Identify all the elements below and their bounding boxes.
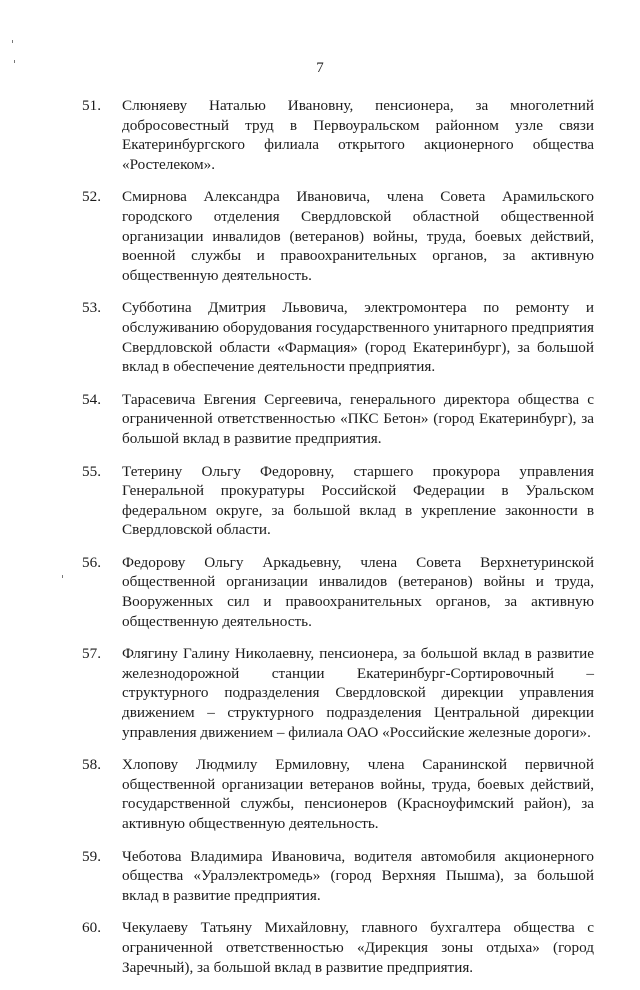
list-item [82,298,594,376]
item-text: Чеботова Владимира Ивановича, водителя автомобиля акционерного общества «Уралэлектромедь» (город Верхняя Пышма), за большой вклад в развитие предприятия. [122,847,594,904]
item-text: Слюняеву Наталью Ивановну, пенсионера, за многолетний добросовестный труд в Первоуральском районном узле связи Екатеринбургского филиала открытого акционерного общества «Ростелеком». [122,97,594,173]
item-text: Субботина Дмитрия Львовича, электромонтера по ремонту и обслуживанию оборудования государственного унитарного предприятия Свердловской области «Фармация» (город Екатеринбург), за большой вклад в обеспечение деятельности предприятия. [122,299,594,376]
item-number: 55. [82,462,101,480]
item-text: Смирнова Александра Ивановича, члена Совета Арамильского городского отделения Свердловской областной общественной организации инвалидов (ветеранов) войны, труда, боевых действий, военной службы и правоохранительных органов, за активную общественную деятельность. [122,188,594,284]
item-text: Флягину Галину Николаевну, пенсионера, за большой вклад в развитие железнодорожной станции Екатеринбург-Сортировочный – структурного подразделения Свердловской дирекции управления движением – структурного подразделения Центральной дирекции управления движением – филиала ОАО «Российские железные дороги». [122,645,594,741]
item-number: 53. [82,299,101,317]
item-text: Федорову Ольгу Аркадьевну, члена Совета Верхнетуринской общественной организации инвалидов (ветеранов) войны и труда, Вооруженных сил и правоохранительных органов, за активную общественную деятельность. [122,553,594,630]
list-item [82,553,594,631]
item-text: Тетерину Ольгу Федоровну, старшего прокурора управления Генеральной прокуратуры Российской Федерации в Уральском федеральном округе, за большой вклад в укрепление законности в Свердловской области. [122,462,594,539]
list-item [82,755,594,833]
award-list [82,96,594,990]
list-item [82,187,594,285]
list-item [82,462,594,540]
item-number: 60. [82,919,101,937]
item-number: 54. [82,390,101,408]
page-number: 7 [316,60,324,76]
item-text: Чекулаеву Татьяну Михайловну, главного бухгалтера общества с ограниченной ответственностью «Дирекция зоны отдыха» (город Заречный), за большой вклад в развитие предприятия. [122,919,594,976]
item-number: 52. [82,188,101,206]
list-item [82,918,594,977]
list-item [82,96,594,174]
item-number: 56. [82,553,101,571]
list-item [82,390,594,449]
list-item [82,847,594,906]
list-item [82,644,594,742]
item-number: 58. [82,756,101,774]
scan-speck [62,575,63,578]
item-text: Хлопову Людмилу Ермиловну, члена Саранинской первичной общественной организации ветеранов войны, труда, боевых действий, государственной службы, пенсионеров (Красноуфимский район), за активную общественную деятельность. [122,756,594,832]
scan-speck [12,40,13,43]
item-number: 59. [82,847,101,865]
item-number: 57. [82,645,101,663]
scan-speck [14,60,15,63]
item-text: Тарасевича Евгения Сергеевича, генерального директора общества с ограниченной ответственностью «ПКС Бетон» (город Екатеринбург), за большой вклад в развитие предприятия. [122,390,594,447]
item-number: 51. [82,97,101,114]
